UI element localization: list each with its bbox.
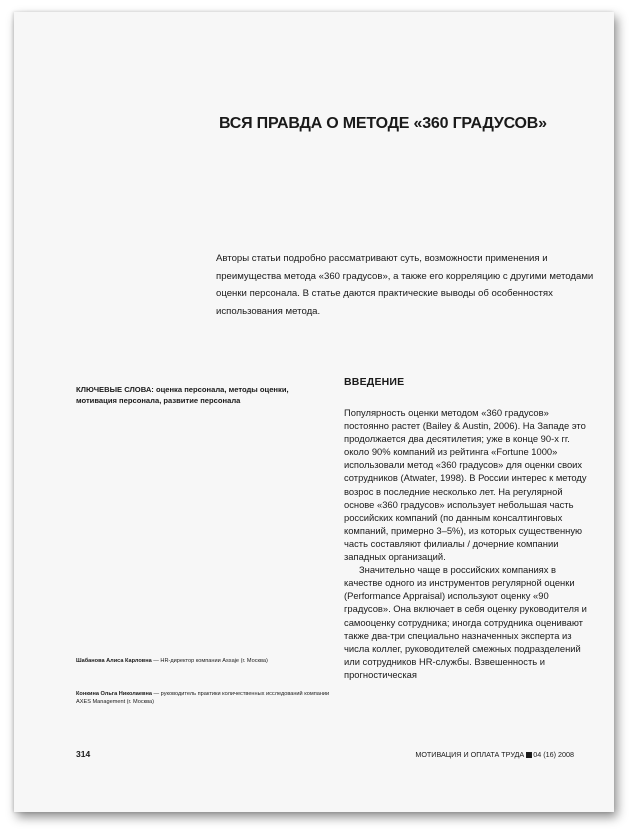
body-paragraph: Значительно чаще в российских компаниях в качестве одного из инструментов регулярной оценки (Performance Appraisal) используют оценку «90 градусов». Она включает в себя оценку руководителя и самооценку сотрудника; иногда сотрудника оценивают также два-три специально назначенных эксперта из числа коллег, руководителей смежных подразделений или сотрудников HR-службы. Взвешенность и прогностическая <box>344 564 587 680</box>
article-abstract: Авторы статьи подробно рассматривают суть, возможности применения и преимущества метода «360 градусов», а также его корреляцию с другими методами оценки персонала. В статье даются практические выводы об особенностях использования метода. <box>216 253 594 317</box>
section-heading-introduction: ВВЕДЕНИЕ <box>344 376 405 388</box>
journal-issue: 04 (16) 2008 <box>533 750 574 759</box>
keywords: КЛЮЧЕВЫЕ СЛОВА: оценка персонала, методы оценки, мотивация персонала, развитие персонала <box>76 385 289 405</box>
body-paragraph: Популярность оценки методом «360 градусов» постоянно растет (Bailey & Austin, 2006). На Западе это продолжается два десятилетия; уже в конце 90-х гг. около 90% компаний из рейтинга «Fortune 1000» использовали метод «360 градусов» для оценки своих сотрудников (Atwater, 1998). В России интерес к методу возрос в последние несколько лет. На регулярной основе «360 градусов» использует небольшая часть российских компаний (по данным консалтинговых компаний, примерно 3–5%), из которых существенную часть составляют филиалы / дочерние компании западных организаций. <box>344 407 587 563</box>
square-bullet-icon <box>526 752 532 758</box>
author-role: — руководитель практики количественных исследований компании AXES Management (г. Москва) <box>76 691 330 705</box>
article-body <box>344 406 590 681</box>
running-footer <box>415 750 574 759</box>
author-name: Конкина Ольга Николаевна <box>76 691 152 697</box>
author-note <box>76 690 338 706</box>
author-name: Шабанова Алиса Карловна <box>76 658 152 664</box>
author-role: — HR-директор компании Assaje (г. Москва) <box>151 658 268 664</box>
journal-name: МОТИВАЦИЯ И ОПЛАТА ТРУДА <box>415 750 525 759</box>
article-title: ВСЯ ПРАВДА О МЕТОДЕ «360 ГРАДУСОВ» <box>219 115 547 132</box>
page-number: 314 <box>76 749 91 759</box>
author-note <box>76 657 338 665</box>
document-page <box>14 12 614 812</box>
